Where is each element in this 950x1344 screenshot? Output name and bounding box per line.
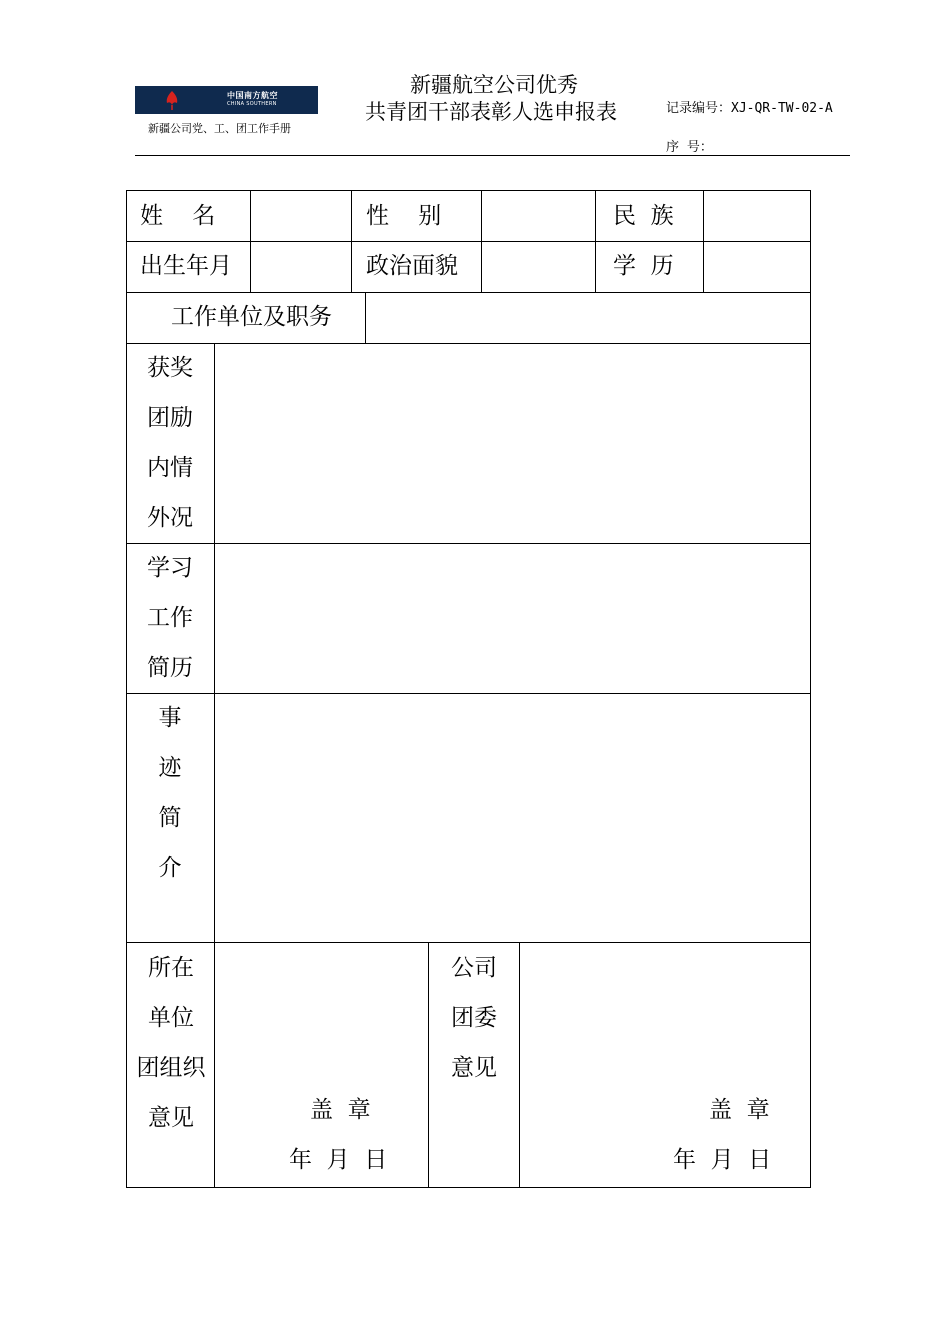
- birth-label: 出生年月: [140, 253, 232, 279]
- gender-label: 性 别: [366, 203, 442, 229]
- unit-seal-label: 盖 章: [310, 1097, 371, 1123]
- sequence-number: 序 号：: [666, 140, 713, 155]
- political-label: 政治面貌: [366, 253, 458, 279]
- deeds-label: [140, 693, 200, 893]
- deeds-label-line: 简: [158, 805, 182, 831]
- study-label: [140, 543, 200, 693]
- name-input-cell[interactable]: [250, 190, 352, 242]
- manual-caption: 新疆公司党、工、团工作手册: [148, 122, 291, 135]
- birth-input-cell[interactable]: [250, 241, 352, 293]
- awards-label-line: 内情: [147, 455, 193, 481]
- title-line-1: 新疆航空公司优秀: [410, 73, 578, 97]
- company-logo: [135, 86, 318, 114]
- deeds-input-cell[interactable]: [214, 693, 811, 943]
- kapok-logo-icon: [161, 89, 183, 111]
- record-number: 记录编号：XJ-QR-TW-02-A: [666, 101, 833, 116]
- workunit-input-cell[interactable]: [365, 292, 811, 344]
- logo-text-cn: 中国南方航空: [227, 91, 278, 100]
- unit-opinion-label-line: 所在: [148, 955, 194, 981]
- study-label-line: 工作: [147, 605, 193, 631]
- logo-text-en: CHINA SOUTHERN: [227, 101, 277, 107]
- awards-label-line: 团励: [147, 405, 193, 431]
- header-divider: [135, 155, 850, 156]
- name-label: 姓 名: [140, 203, 216, 229]
- education-input-cell[interactable]: [703, 241, 811, 293]
- workunit-label: 工作单位及职务: [171, 304, 332, 330]
- awards-input-cell[interactable]: [214, 343, 811, 544]
- study-label-line: 简历: [147, 655, 193, 681]
- awards-label-line: 外况: [147, 505, 193, 531]
- title-line-2: 共青团干部表彰人选申报表: [365, 100, 617, 124]
- company-seal-label: 盖 章: [709, 1097, 770, 1123]
- political-input-cell[interactable]: [481, 241, 596, 293]
- unit-opinion-label-line: 意见: [148, 1105, 194, 1131]
- company-date-label: 年 月 日: [673, 1147, 772, 1173]
- unit-opinion-label-line: 单位: [148, 1005, 194, 1031]
- deeds-label-line: 介: [158, 855, 182, 881]
- deeds-label-line: 事: [158, 705, 182, 731]
- company-opinion-label-line: 公司: [451, 955, 497, 981]
- unit-date-label: 年 月 日: [289, 1147, 388, 1173]
- deeds-label-line: 迹: [158, 755, 182, 781]
- company-opinion-label-line: 意见: [451, 1055, 497, 1081]
- education-label: 学 历: [613, 253, 674, 279]
- unit-opinion-label: [136, 943, 206, 1143]
- study-input-cell[interactable]: [214, 543, 811, 694]
- company-opinion-label: [444, 943, 504, 1093]
- company-opinion-label-line: 团委: [451, 1005, 497, 1031]
- gender-input-cell[interactable]: [481, 190, 596, 242]
- ethnicity-input-cell[interactable]: [703, 190, 811, 242]
- unit-opinion-label-line: 团组织: [136, 1055, 206, 1081]
- awards-label: [140, 343, 200, 543]
- ethnicity-label: 民 族: [613, 203, 674, 229]
- study-label-line: 学习: [147, 555, 193, 581]
- awards-label-line: 获奖: [147, 355, 193, 381]
